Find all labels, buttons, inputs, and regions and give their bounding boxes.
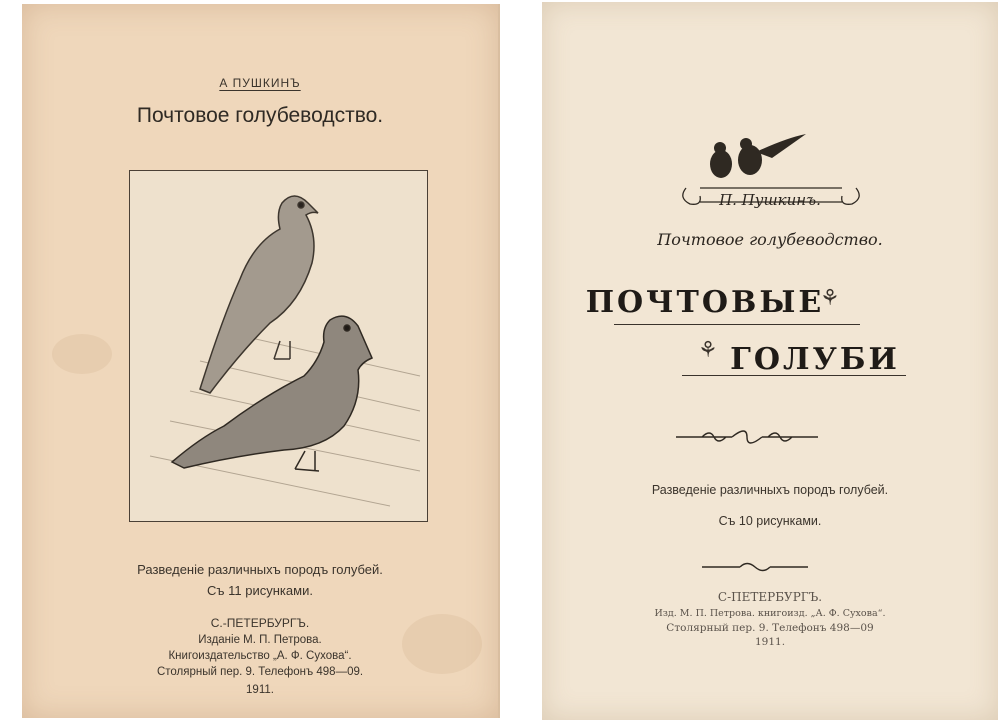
paper-stain <box>52 334 112 374</box>
cover-title: Почтовое голубеводство. <box>136 104 384 127</box>
cover-author: А ПУШКИНЪ <box>219 76 301 90</box>
cover-year: 1911. <box>246 684 274 696</box>
pigeon-upper <box>200 196 318 393</box>
title-page <box>542 2 998 720</box>
small-ornament <box>700 560 810 574</box>
titlepage-author: П. Пушкинъ. <box>719 191 821 209</box>
cover-illustrations: Съ 11 рисунками. <box>207 583 313 598</box>
cover-subtitle: Разведенiе различныхъ породъ голубей. <box>137 562 383 577</box>
cover-address: Столярный пер. 9. Телефонъ 498—09. <box>156 666 364 678</box>
main-title-line-2: ГОЛУБИ <box>730 342 900 377</box>
titlepage-city: С-ПЕТЕРБУРГЪ. <box>717 590 823 604</box>
cover-publisher-2: Книгоиздательство „А. Ф. Сухова“. <box>168 650 352 662</box>
pigeon-illustration-frame <box>129 170 428 522</box>
titlepage-address: Столярный пер. 9. Телефонъ 498—09 <box>666 622 874 634</box>
cover-publisher-1: Изданiе М. П. Петрова. <box>198 634 322 646</box>
floral-ornament-icon: ⚘ <box>820 286 840 311</box>
title-underline <box>682 375 906 376</box>
titlepage-publisher: Изд. М. П. Петрова. книгоизд. „А. Ф. Сухова“. <box>654 608 886 619</box>
titlepage-illustrations: Съ 10 рисунками. <box>718 514 822 528</box>
scroll-ornament <box>672 426 822 448</box>
book-cover <box>22 4 500 718</box>
title-underline <box>614 324 860 325</box>
floral-ornament-icon: ⚘ <box>698 338 718 363</box>
pigeons-illustration <box>130 171 427 521</box>
cover-city: С.-ПЕТЕРБУРГЪ. <box>210 616 310 630</box>
titlepage-year: 1911. <box>754 636 786 648</box>
main-title-line-1: ПОЧТОВЫЕ <box>585 285 825 320</box>
titlepage-subtitle: Разведенiе различныхъ породъ голубей. <box>651 483 889 497</box>
titlepage-series-title: Почтовое голубеводство. <box>657 230 883 249</box>
